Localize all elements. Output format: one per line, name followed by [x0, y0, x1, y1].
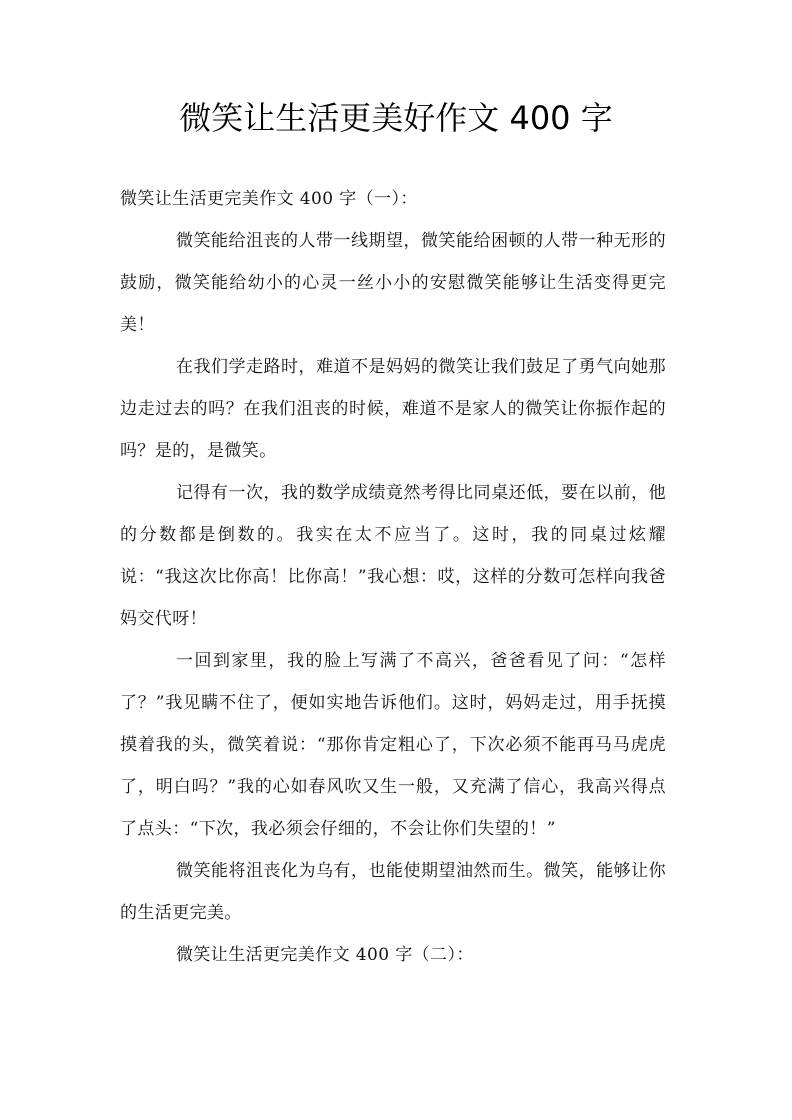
paragraph: 微笑能将沮丧化为乌有，也能使期望油然而生。微笑，能够让你的生活更完美。 [120, 861, 666, 923]
paragraph: 在我们学走路时，难道不是妈妈的微笑让我们鼓足了勇气向她那边走过去的吗？在我们沮丧的时候，难道不是家人的微笑让你振作起的吗？是的，是微笑。 [120, 357, 666, 461]
document-body [120, 178, 666, 976]
section-one-heading: 微笑让生活更完美作文 400 字（一）： [120, 189, 418, 209]
document-title: 微笑让生活更美好作文 400 字 [179, 99, 613, 137]
section-two-heading: 微笑让生活更完美作文 400 字（二）： [176, 945, 474, 965]
paragraph: 微笑能给沮丧的人带一线期望，微笑能给困顿的人带一种无形的鼓励，微笑能给幼小的心灵一丝小小的安慰微笑能够让生活变得更完美！ [120, 231, 666, 335]
paragraph: 一回到家里，我的脸上写满了不高兴，爸爸看见了问：“怎样了？”我见瞒不住了，便如实地告诉他们。这时，妈妈走过，用手抚摸摸着我的头，微笑着说：“那你肯定粗心了，下次必须不能再马马虎虎了，明白吗？”我的心如春风吹又生一般，又充满了信心，我高兴得点了点头：“下次，我必须会仔细的，不会让你们失望的！” [120, 651, 666, 839]
paragraph: 记得有一次，我的数学成绩竟然考得比同桌还低，要在以前，他的分数都是倒数的。我实在太不应当了。这时，我的同桌过炫耀说：“我这次比你高！比你高！”我心想：哎，这样的分数可怎样向我爸妈交代呀！ [120, 483, 666, 629]
